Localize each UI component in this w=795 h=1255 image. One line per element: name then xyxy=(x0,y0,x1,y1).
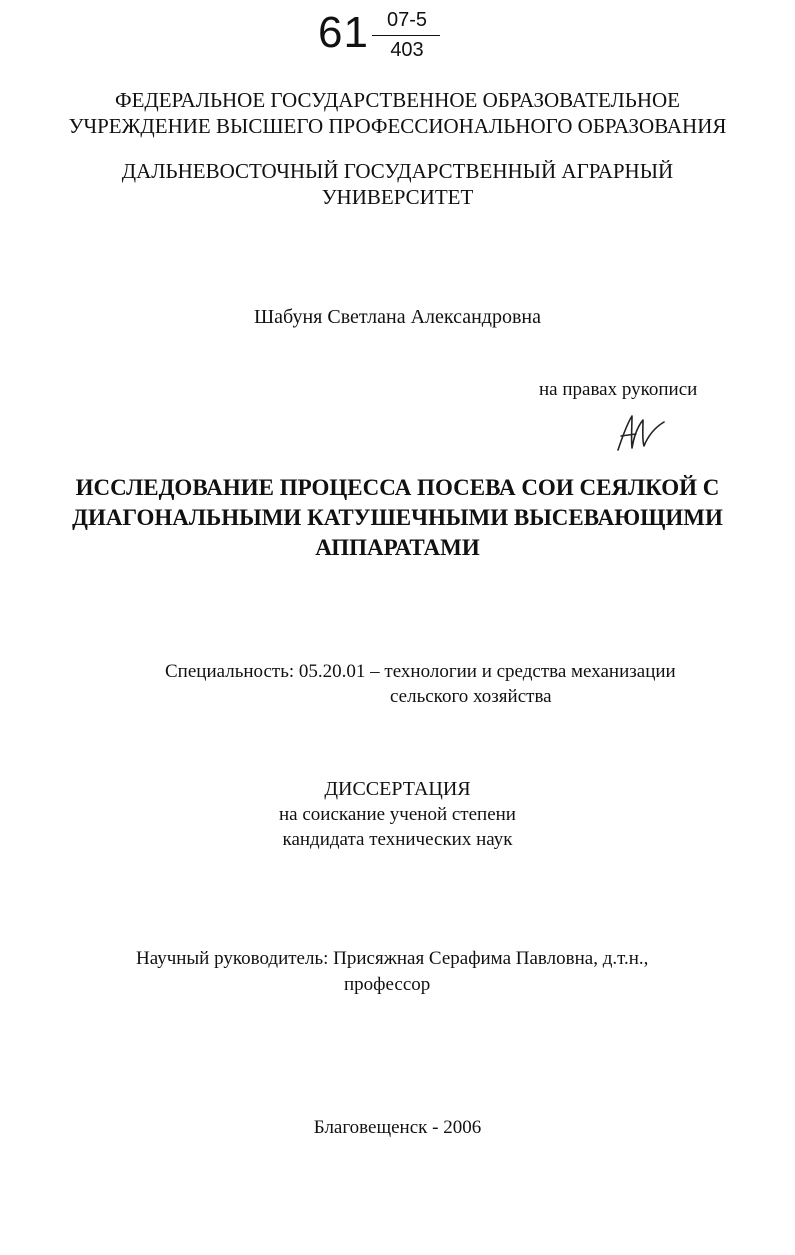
advisor-line-2: профессор xyxy=(344,974,431,995)
manuscript-rights-note: на правах рукописи xyxy=(539,379,698,400)
library-stamp-numerator: 07-5 xyxy=(386,9,428,31)
advisor-line-1: Научный руководитель: Присяжная Серафима Павловна, д.т.н., xyxy=(136,948,649,969)
specialty-line-2: сельского хозяйства xyxy=(390,686,552,707)
university-line-2: УНИВЕРСИТЕТ xyxy=(321,185,474,209)
place-and-year: Благовещенск - 2006 xyxy=(313,1117,482,1138)
university-line-1: ДАЛЬНЕВОСТОЧНЫЙ ГОСУДАРСТВЕННЫЙ АГРАРНЫЙ xyxy=(121,159,674,183)
library-stamp-fraction-bar xyxy=(372,35,440,36)
dissertation-heading: ДИССЕРТАЦИЯ xyxy=(324,778,471,800)
institution-line-1: ФЕДЕРАЛЬНОЕ ГОСУДАРСТВЕННОЕ ОБРАЗОВАТЕЛЬНОЕ xyxy=(114,88,680,112)
library-stamp-code: 61 xyxy=(318,8,369,57)
institution-line-2: УЧРЕЖДЕНИЕ ВЫСШЕГО ПРОФЕССИОНАЛЬНОГО ОБРАЗОВАНИЯ xyxy=(68,114,727,138)
dissertation-title-line-1: ИССЛЕДОВАНИЕ ПРОЦЕССА ПОСЕВА СОИ СЕЯЛКОЙ С xyxy=(75,475,720,500)
author-name: Шабуня Светлана Александровна xyxy=(253,306,541,328)
degree-line-2: кандидата технических наук xyxy=(282,829,513,850)
dissertation-title-line-3: АППАРАТАМИ xyxy=(315,535,480,560)
specialty-line-1: Специальность: 05.20.01 – технологии и средства механизации xyxy=(165,661,676,682)
degree-line-1: на соискание ученой степени xyxy=(279,804,516,825)
library-stamp-denominator: 403 xyxy=(390,39,424,61)
handwritten-signature xyxy=(612,412,668,454)
dissertation-title-line-2: ДИАГОНАЛЬНЫМИ КАТУШЕЧНЫМИ ВЫСЕВАЮЩИМИ xyxy=(72,505,723,530)
